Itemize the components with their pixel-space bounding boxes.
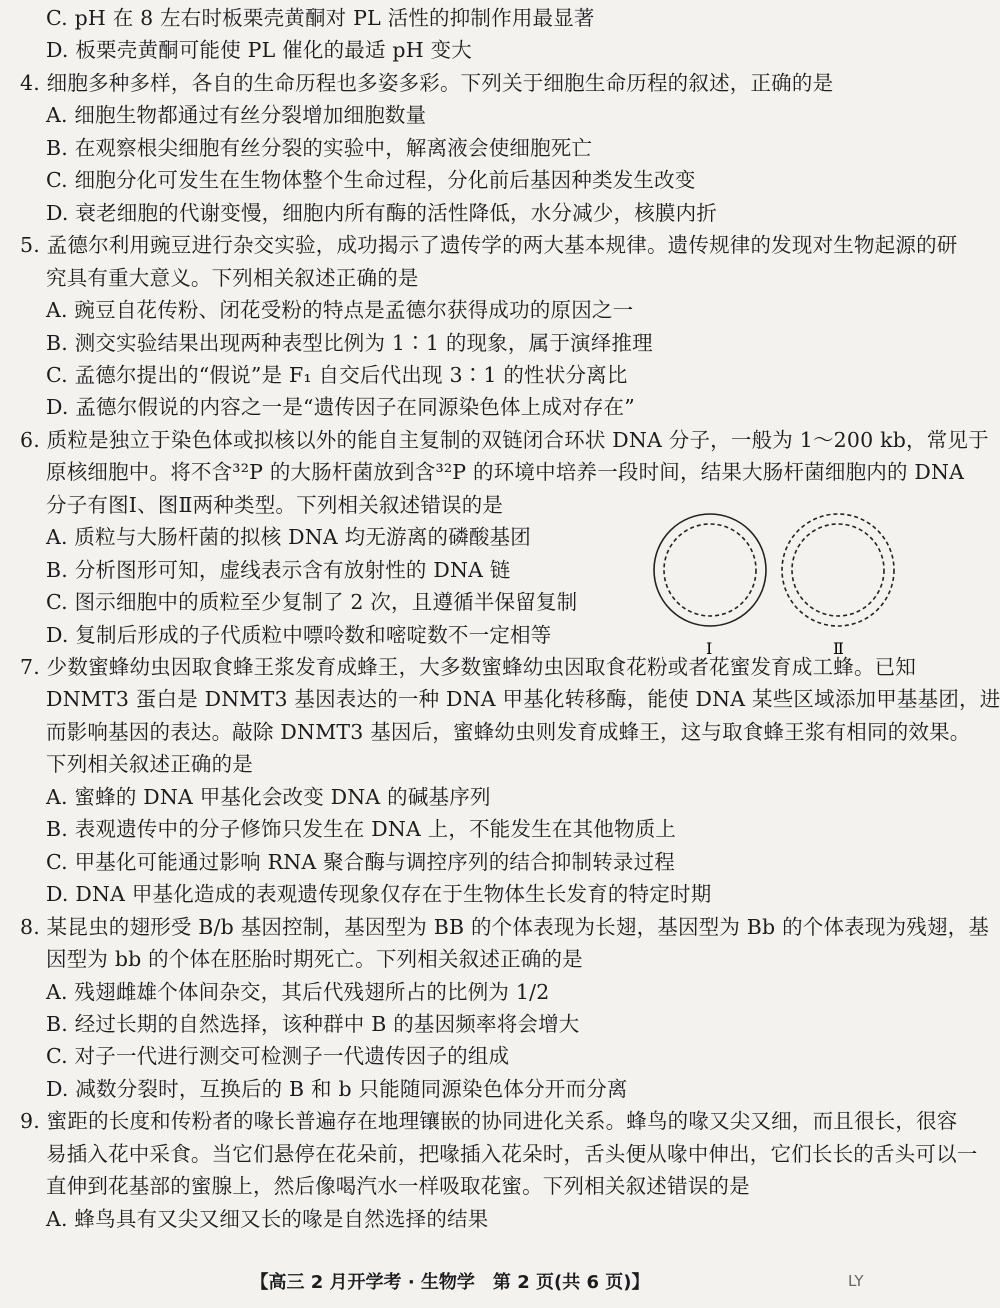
answer-option: D. 板栗壳黄酮可能使 PL 催化的最适 pH 变大 — [46, 38, 472, 63]
question-continuation: 究具有重大意义。下列相关叙述正确的是 — [46, 265, 419, 290]
corner-mark: LY — [848, 1272, 864, 1290]
plasmid-1-inner-strand — [664, 524, 756, 616]
answer-option: B. 在观察根尖细胞有丝分裂的实验中，解离液会使细胞死亡 — [46, 135, 593, 160]
answer-option: B. 分析图形可知，虚线表示含有放射性的 DNA 链 — [46, 557, 511, 582]
answer-option: A. 残翅雌雄个体间杂交，其后代残翅所占的比例为 1/2 — [46, 979, 550, 1004]
answer-option: A. 蜂鸟具有又尖又细又长的喙是自然选择的结果 — [46, 1206, 489, 1231]
plasmid-1-outer-strand — [654, 514, 766, 626]
plasmid-figure — [650, 512, 900, 662]
figure-label-1: Ⅰ — [706, 639, 713, 658]
question-stem: 4. 细胞多种多样，各自的生命历程也多姿多彩。下列关于细胞生命历程的叙述，正确的是 — [20, 70, 834, 95]
question-continuation: DNMT3 蛋白是 DNMT3 基因表达的一种 DNA 甲基化转移酶，能使 DNA 某些区域添加甲基基团，进 — [46, 687, 1000, 712]
answer-option: C. 对子一代进行测交可检测子一代遗传因子的组成 — [46, 1044, 510, 1069]
answer-option: D. DNA 甲基化造成的表观遗传现象仅存在于生物体生长发育的特定时期 — [46, 882, 712, 907]
question-continuation: 分子有图Ⅰ、图Ⅱ两种类型。下列相关叙述错误的是 — [46, 492, 504, 517]
answer-option: D. 衰老细胞的代谢变慢，细胞内所有酶的活性降低，水分减少，核膜内折 — [46, 200, 718, 225]
answer-option: C. 甲基化可能通过影响 RNA 聚合酶与调控序列的结合抑制转录过程 — [46, 849, 675, 874]
answer-option: B. 表观遗传中的分子修饰只发生在 DNA 上，不能发生在其他物质上 — [46, 817, 677, 842]
plasmid-2-outer-strand — [782, 514, 894, 626]
answer-option: B. 测交实验结果出现两种表型比例为 1∶1 的现象，属于演绎推理 — [46, 330, 653, 355]
question-continuation: 下列相关叙述正确的是 — [46, 752, 253, 777]
answer-option: A. 细胞生物都通过有丝分裂增加细胞数量 — [46, 103, 427, 128]
answer-option: A. 质粒与大肠杆菌的拟核 DNA 均无游离的磷酸基团 — [46, 525, 531, 550]
question-stem: 6. 质粒是独立于染色体或拟核以外的能自主复制的双链闭合环状 DNA 分子，一般为 1～200 kb，常见于 — [20, 427, 989, 452]
figure-label-2: Ⅱ — [833, 639, 844, 658]
answer-option: C. 细胞分化可发生在生物体整个生命过程，分化前后基因种类发生改变 — [46, 168, 696, 193]
question-stem: 7. 少数蜜蜂幼虫因取食蜂王浆发育成蜂王，大多数蜜蜂幼虫因取食花粉或者花蜜发育成工蜂。已知 — [20, 655, 917, 679]
answer-option: B. 经过长期的自然选择，该种群中 B 的基因频率将会增大 — [46, 1011, 580, 1036]
answer-option: A. 蜜蜂的 DNA 甲基化会改变 DNA 的碱基序列 — [46, 784, 491, 809]
question-continuation: 因型为 bb 的个体在胚胎时期死亡。下列相关叙述正确的是 — [46, 947, 583, 972]
question-continuation: 易插入花中采食。当它们悬停在花朵前，把喙插入花朵时，舌头便从喙中伸出，它们长长的舌头可以一 — [46, 1141, 978, 1166]
question-continuation: 直伸到花基部的蜜腺上，然后像喝汽水一样吸取花蜜。下列相关叙述错误的是 — [46, 1174, 750, 1199]
question-continuation: 而影响基因的表达。敲除 DNMT3 基因后，蜜蜂幼虫则发育成蜂王，这与取食蜂王浆有相同的效果。 — [46, 719, 971, 744]
answer-option: A. 豌豆自花传粉、闭花受粉的特点是孟德尔获得成功的原因之一 — [46, 298, 634, 323]
plasmid-2-inner-strand — [792, 524, 884, 616]
answer-option: D. 孟德尔假说的内容之一是“遗传因子在同源染色体上成对存在” — [46, 395, 635, 420]
answer-option: C. pH 在 8 左右时板栗壳黄酮对 PL 活性的抑制作用最显著 — [46, 6, 595, 30]
answer-option: D. 复制后形成的子代质粒中嘌呤数和嘧啶数不一定相等 — [46, 622, 552, 647]
page-footer: 【高三 2 月开学考 · 生物学 第 2 页(共 6 页)】 — [250, 1272, 650, 1293]
answer-option: D. 减数分裂时，互换后的 B 和 b 只能随同源染色体分开而分离 — [46, 1076, 628, 1101]
answer-option: C. 孟德尔提出的“假说”是 F₁ 自交后代出现 3∶1 的性状分离比 — [46, 362, 628, 387]
question-continuation: 原核细胞中。将不含³²P 的大肠杆菌放到含³²P 的环境中培养一段时间，结果大肠杆菌细胞内的 DNA — [46, 460, 965, 485]
question-stem: 8. 某昆虫的翅形受 B/b 基因控制，基因型为 BB 的个体表现为长翅，基因型为 Bb 的个体表现为残翅，基 — [20, 914, 990, 939]
answer-option: C. 图示细胞中的质粒至少复制了 2 次，且遵循半保留复制 — [46, 590, 578, 615]
question-stem: 9. 蜜距的长度和传粉者的喙长普遍存在地理镶嵌的协同进化关系。蜂鸟的喙又尖又细，而且很长，很容 — [20, 1109, 958, 1134]
question-stem: 5. 孟德尔利用豌豆进行杂交实验，成功揭示了遗传学的两大基本规律。遗传规律的发现对生物起源的研 — [20, 233, 958, 258]
